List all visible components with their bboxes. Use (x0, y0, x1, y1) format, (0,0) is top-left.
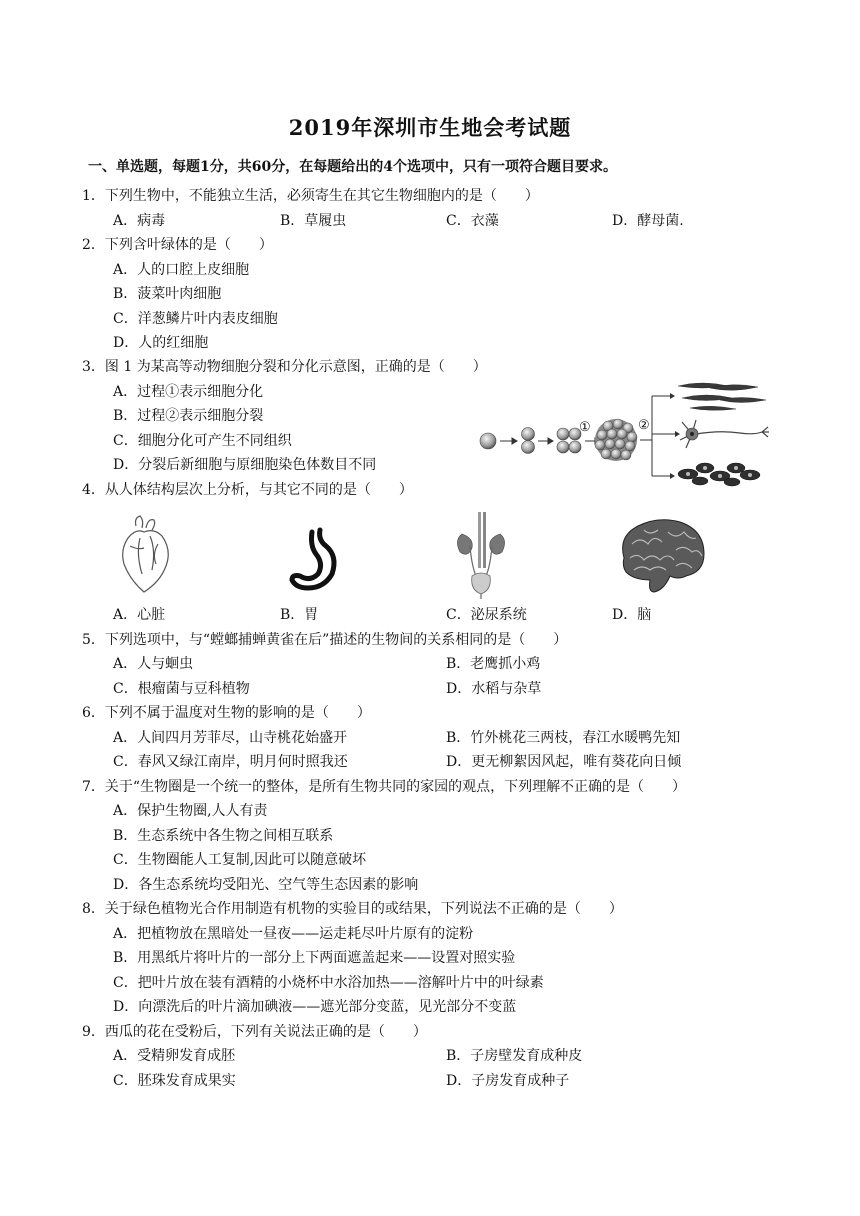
question-8-option-c: C．把叶片放在装有酒精的小烧杯中水浴加热——溶解叶片中的叶绿素 (113, 975, 544, 991)
differentiation-branches (640, 396, 675, 476)
four-cells-icon (557, 428, 581, 453)
question-3-stem: 3．图 1 为某高等动物细胞分裂和分化示意图，正确的是（ ） (82, 359, 487, 375)
cell-cluster-icon (595, 419, 637, 461)
question-2-option-d: D．人的红细胞 (113, 335, 209, 351)
question-5-stem: 5．下列选项中，与“螳螂捕蝉黄雀在后”描述的生物间的关系相同的是（ ） (82, 632, 568, 648)
question-4-stem: 4．从人体结构层次上分析，与其它不同的是（ ） (82, 482, 413, 498)
cell-division-figure (470, 378, 780, 488)
question-9-option-d: D．子房发育成种子 (446, 1073, 570, 1089)
question-6-option-d: D．更无柳絮因风起，唯有葵花向日倾 (446, 754, 682, 770)
page-title: 2019年深圳市生地会考试题 (288, 115, 572, 140)
muscle-cells-icon (678, 383, 766, 410)
question-4-option-c: C．泌尿系统 (446, 607, 527, 623)
question-7-option-d: D．各生态系统均受阳光、空气等生态因素的影响 (113, 877, 419, 893)
question-4-option-b: B．胃 (280, 607, 319, 623)
question-1-option-c: C．衣藻 (446, 213, 499, 229)
question-1-option-a: A．病毒 (113, 213, 166, 229)
question-3-option-d: D．分裂后新细胞与原细胞染色体数目不同 (113, 457, 377, 473)
question-3-option-c: C．细胞分化可产生不同组织 (113, 433, 292, 449)
question-2-option-c: C．洋葱鳞片叶内表皮细胞 (113, 311, 278, 327)
question-2-option-b: B．菠菜叶肉细胞 (113, 286, 222, 302)
question-9-option-b: B．子房壁发育成种皮 (446, 1048, 583, 1064)
question-5-option-c: C．根瘤菌与豆科植物 (113, 681, 250, 697)
question-1-option-d: D．酵母菌. (612, 213, 684, 229)
question-2-option-a: A．人的口腔上皮细胞 (113, 262, 250, 278)
question-8-stem: 8．关于绿色植物光合作用制造有机物的实验目的或结果，下列说法不正确的是（ ） (82, 901, 623, 917)
question-9-option-a: A．受精卵发育成胚 (113, 1048, 236, 1064)
question-8-option-a: A．把植物放在黑暗处一昼夜——运走耗尽叶片原有的淀粉 (113, 926, 474, 942)
question-8-option-b: B．用黑纸片将叶片的一部分上下两面遮盖起来——设置对照实验 (113, 950, 516, 966)
question-3-option-a: A．过程①表示细胞分化 (113, 384, 264, 400)
two-cells-icon (522, 428, 535, 454)
question-6-stem: 6．下列不属于温度对生物的影响的是（ ） (82, 705, 371, 721)
heart-icon (114, 514, 176, 596)
question-3-option-b: B．过程②表示细胞分裂 (113, 408, 264, 424)
single-cell-icon (480, 433, 496, 449)
question-5-option-b: B．老鹰抓小鸡 (446, 656, 541, 672)
question-7-option-c: C．生物圈能人工复制,因此可以随意破坏 (113, 852, 367, 868)
urinary-system-icon (450, 510, 512, 600)
question-9-option-c: C．胚珠发育成果实 (113, 1073, 236, 1089)
question-7-option-b: B．生态系统中各生物之间相互联系 (113, 828, 334, 844)
question-5-option-d: D．水稻与杂草 (446, 681, 542, 697)
question-6-option-b: B．竹外桃花三两枝，春江水暖鸭先知 (446, 730, 681, 746)
step-2-label: ② (638, 418, 650, 433)
question-1-option-b: B．草履虫 (280, 213, 347, 229)
question-1-stem: 1．下列生物中，不能独立生活，必须寄生在其它生物细胞内的是（ ） (82, 188, 539, 204)
step-1-label: ① (579, 420, 591, 435)
question-2-stem: 2．下列含叶绿体的是（ ） (82, 237, 273, 253)
question-8-option-d: D．向漂洗后的叶片滴加碘液——遮光部分变蓝，见光部分不变蓝 (113, 999, 517, 1015)
question-9-stem: 9．西瓜的花在受粉后，下列有关说法正确的是（ ） (82, 1024, 427, 1040)
question-4-option-a: A．心脏 (113, 607, 166, 623)
question-7-stem: 7．关于“生物圈是一个统一的整体，是所有生物共同的家园的观点，下列理解不正确的是（ ） (82, 779, 687, 795)
question-6-option-c: C．春风又绿江南岸，明月何时照我还 (113, 754, 348, 770)
brain-icon (614, 514, 710, 596)
section-heading: 一、单选题，每题1分，共60分，在每题给出的4个选项中，只有一项符合题目要求。 (88, 159, 617, 175)
question-6-option-a: A．人间四月芳菲尽，山寺桃花始盛开 (113, 730, 348, 746)
question-5-option-a: A．人与蛔虫 (113, 656, 194, 672)
question-7-option-a: A．保护生物圈,人人有责 (113, 803, 268, 819)
stomach-icon (286, 526, 356, 596)
question-4-option-d: D．脑 (612, 607, 652, 623)
